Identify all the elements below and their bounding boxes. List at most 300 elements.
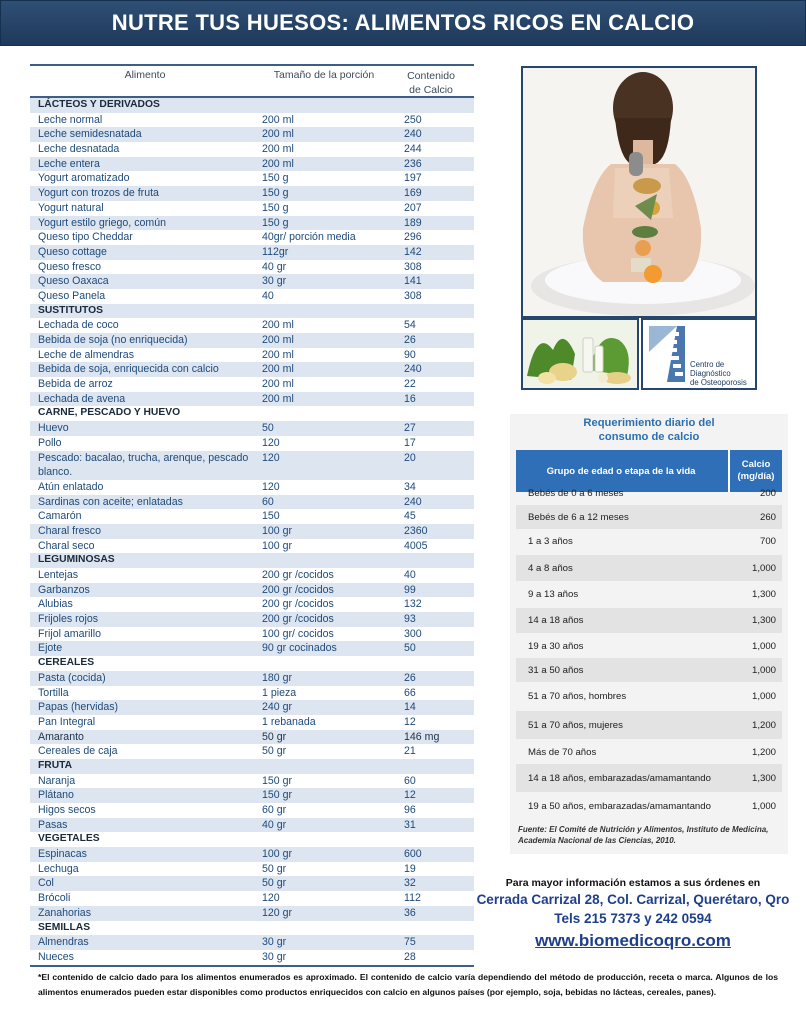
table-row <box>30 421 474 436</box>
table-row <box>30 876 474 891</box>
category-row <box>30 832 474 847</box>
requirement-row <box>516 608 782 633</box>
portion-size: 40 gr <box>262 260 287 273</box>
portion-size: 200 ml <box>262 128 294 141</box>
calcium-content: 244 <box>404 143 422 156</box>
calcium-content: 207 <box>404 201 422 214</box>
header-calcium-line2: de Calcio <box>409 84 453 96</box>
calcium-content: 4005 <box>404 539 428 552</box>
calcium-content <box>404 406 474 421</box>
food-name: Lechada de coco <box>38 319 119 332</box>
age-group: Más de 70 años <box>528 746 597 758</box>
calcium-content: 99 <box>404 583 416 596</box>
calcium-requirement-value: 1,200 <box>751 719 776 731</box>
requirement-row <box>516 528 782 554</box>
calcium-content: 75 <box>404 936 416 949</box>
portion-size: 120 <box>262 436 280 449</box>
table-row <box>30 950 474 965</box>
table-row <box>30 568 474 583</box>
portion-size: 150 gr <box>262 774 293 787</box>
requirement-header-group: Grupo de edad o etapa de la vida <box>546 465 696 477</box>
requirement-row <box>516 711 782 739</box>
calcium-content: 240 <box>404 363 422 376</box>
table-row <box>30 480 474 495</box>
portion-size: 50 gr <box>262 862 287 875</box>
calcium-content: 296 <box>404 231 422 244</box>
requirement-header-calcium-line: Calcio <box>741 459 771 470</box>
portion-size: 60 <box>262 495 274 508</box>
calcium-requirement-value: 1,000 <box>751 800 776 812</box>
food-name: Leche semidesnatada <box>38 128 142 141</box>
portion-size: 40gr/ porción media <box>262 231 356 244</box>
logo-text-line: de Osteoporosis <box>690 378 747 387</box>
calcium-content: 54 <box>404 319 416 332</box>
table-row <box>30 935 474 950</box>
portion-size: 150 g <box>262 201 289 214</box>
food-name: Brócoli <box>38 892 71 905</box>
calcium-content: 197 <box>404 172 422 185</box>
portion-size: 200 ml <box>262 378 294 391</box>
table-row <box>30 891 474 906</box>
requirement-title-line: Requerimiento diario del <box>583 417 715 429</box>
table-row <box>30 436 474 451</box>
table-row <box>30 333 474 348</box>
calcium-content: 90 <box>404 348 416 361</box>
age-group: 14 a 18 años <box>528 615 584 626</box>
table-header <box>30 66 474 98</box>
calcium-content: 26 <box>404 334 416 346</box>
portion-size: 180 gr <box>262 671 293 684</box>
requirement-header-calcium-line: (mg/día) <box>737 471 775 482</box>
spine-logo-icon <box>647 322 687 388</box>
calcium-requirement-value: 700 <box>759 535 776 547</box>
food-name: Pasas <box>38 818 68 831</box>
table-row <box>30 715 474 730</box>
requirement-row <box>516 555 782 581</box>
calcium-requirement-value: 1,000 <box>751 562 776 574</box>
age-group: Bebés de 0 a 6 meses <box>528 487 624 499</box>
portion-size: 150 g <box>262 172 289 185</box>
table-row <box>30 392 474 407</box>
calcium-content: 96 <box>404 804 416 817</box>
portion-size: 50 gr <box>262 745 287 758</box>
food-name: Sardinas con aceite; enlatadas <box>38 495 183 508</box>
contact-intro: Para mayor información estamos a sus órdenes en <box>505 877 761 889</box>
category-name: SEMILLAS <box>38 921 91 933</box>
calcium-content: 240 <box>404 128 422 141</box>
food-name: Bebida de soja, enriquecida con calcio <box>38 363 219 376</box>
age-group: 19 a 30 años <box>528 640 584 652</box>
portion-size: 200 ml <box>262 363 294 376</box>
table-row <box>30 348 474 363</box>
age-group: 51 a 70 años, hombres <box>528 690 627 702</box>
portion-size: 200 ml <box>262 157 294 170</box>
category-row <box>30 656 474 671</box>
portion-size: 200 gr /cocidos <box>262 613 334 626</box>
table-row <box>30 274 474 289</box>
portion-size: 150 g <box>262 187 289 200</box>
calcium-content: 60 <box>404 774 416 787</box>
portion-size: 50 gr <box>262 730 287 743</box>
age-group: 19 a 50 años, embarazadas/amamantando <box>528 800 711 812</box>
food-name: Queso Panela <box>38 289 106 302</box>
table-row <box>30 186 474 201</box>
header-food: Alimento <box>124 69 166 81</box>
calcium-content: 31 <box>404 818 416 831</box>
calcium-content: 141 <box>404 275 422 288</box>
age-group: 51 a 70 años, mujeres <box>528 719 623 731</box>
portion-size: 90 gr cocinados <box>262 642 337 655</box>
calcium-content: 28 <box>404 950 416 963</box>
woman-spine-food-photo <box>521 66 757 318</box>
table-row <box>30 862 474 877</box>
food-name: Nueces <box>38 950 74 963</box>
daily-calcium-requirement-table <box>510 414 788 854</box>
table-row <box>30 127 474 142</box>
food-name: Col <box>38 877 54 890</box>
portion-size: 200 gr /cocidos <box>262 583 334 596</box>
category-name: LEGUMINOSAS <box>38 554 115 566</box>
food-name: Leche de almendras <box>38 348 134 361</box>
food-name: Queso cottage <box>38 245 107 258</box>
table-row <box>30 818 474 833</box>
calcium-content: 19 <box>404 862 416 875</box>
requirement-row <box>516 582 782 607</box>
table-row <box>30 744 474 759</box>
calcium-content <box>404 553 474 568</box>
table-row <box>30 216 474 231</box>
table-body <box>30 98 474 965</box>
calcium-content: 17 <box>404 436 416 449</box>
food-name: Higos secos <box>38 804 96 817</box>
age-group: 9 a 13 años <box>528 589 579 600</box>
calcium-content <box>404 304 474 319</box>
calcium-requirement-value: 1,000 <box>751 690 776 702</box>
table-row <box>30 318 474 333</box>
category-row <box>30 921 474 936</box>
food-name: Charal seco <box>38 539 95 552</box>
requirement-title <box>510 414 788 444</box>
table-row <box>30 539 474 554</box>
portion-size: 30 gr <box>262 275 287 288</box>
food-name: Leche normal <box>38 113 103 126</box>
portion-size: 200 gr /cocidos <box>262 598 334 611</box>
calcium-content: 236 <box>404 157 422 170</box>
calcium-content: 12 <box>404 715 416 728</box>
requirement-row <box>516 740 782 764</box>
calcium-content <box>404 832 474 847</box>
calcium-requirement-value: 200 <box>759 487 776 499</box>
portion-size: 112gr <box>262 245 289 258</box>
food-name: Queso fresco <box>38 260 102 273</box>
calcium-requirement-value: 260 <box>759 511 776 523</box>
category-row <box>30 406 474 421</box>
calcium-content <box>404 759 474 774</box>
calcium-content: 308 <box>404 260 422 273</box>
food-name: Bebida de arroz <box>38 378 113 391</box>
calcium-content: 600 <box>404 848 422 861</box>
category-name: FRUTA <box>38 759 73 771</box>
requirement-row <box>516 682 782 710</box>
calcium-content <box>404 98 474 113</box>
calcium-content: 27 <box>404 422 416 435</box>
contact-phones: Tels 215 7373 y 242 0594 <box>554 911 712 926</box>
requirement-row <box>516 764 782 792</box>
calcium-content: 16 <box>404 392 416 405</box>
portion-size: 200 ml <box>262 319 294 332</box>
contact-address: Cerrada Carrizal 28, Col. Carrizal, Querétaro, Qro <box>476 892 790 907</box>
portion-size: 40 <box>262 289 274 302</box>
category-name: CEREALES <box>38 657 95 669</box>
food-item <box>644 265 662 283</box>
food-item <box>635 240 651 256</box>
portion-size: 240 gr <box>262 701 293 714</box>
footnote: *El contenido de calcio dado para los alimentos enumerados es aproximado. El contenido de calcio varía dependiendo del método de producción, receta o marca. Algunos de los alimentos enumerados pueden estar disponibles como productos enriquecidos con calcio en algunos países (por ejemplo, soja, bebidas no lácteas, cereales, panes). <box>38 972 778 997</box>
portion-size: 120 <box>262 451 280 464</box>
food-name: Plátano <box>38 789 74 802</box>
calcium-content: 21 <box>404 745 416 758</box>
table-row <box>30 774 474 789</box>
calcium-content: 36 <box>404 906 416 919</box>
food-still-life <box>523 320 637 388</box>
category-row <box>30 759 474 774</box>
header-calcium <box>388 66 474 96</box>
table-row <box>30 230 474 245</box>
logo-text <box>690 360 747 387</box>
age-group: 14 a 18 años, embarazadas/amamantando <box>528 772 711 784</box>
website-link[interactable]: www.biomedicoqro.com <box>535 931 731 950</box>
portion-size <box>262 656 404 671</box>
calcium-content: 34 <box>404 480 416 493</box>
osteoporosis-center-logo <box>641 318 757 390</box>
calcium-requirement-value: 1,000 <box>751 640 776 652</box>
calcium-content: 12 <box>404 789 416 802</box>
table-row <box>30 847 474 862</box>
table-row <box>30 612 474 627</box>
table-row <box>30 260 474 275</box>
portion-size: 1 rebanada <box>262 715 316 728</box>
food-name: Almendras <box>38 936 89 949</box>
food-name: Leche entera <box>38 157 100 170</box>
calcium-content: 112 <box>404 892 421 905</box>
age-group: 1 a 3 años <box>528 535 573 547</box>
portion-size: 100 gr/ cocidos <box>262 627 334 640</box>
table-row <box>30 495 474 510</box>
portion-size: 50 <box>262 422 274 435</box>
portion-size: 200 ml <box>262 113 294 126</box>
table-bottom-rule <box>30 965 474 967</box>
food-name: Papas (hervidas) <box>38 701 119 714</box>
contact-block <box>468 876 798 954</box>
table-row <box>30 671 474 686</box>
portion-size: 30 gr <box>262 936 287 949</box>
food-name: Lechada de avena <box>38 392 126 405</box>
category-name: SUSTITUTOS <box>38 304 104 316</box>
calcium-requirement-value: 1,200 <box>751 746 776 758</box>
category-name: CARNE, PESCADO Y HUEVO <box>38 407 181 419</box>
food-name: Leche desnatada <box>38 143 120 156</box>
calcium-content: 14 <box>404 701 416 714</box>
portion-size: 150 gr <box>262 789 293 802</box>
calcium-requirement-value: 1,000 <box>751 664 776 676</box>
food-name: Queso tipo Cheddar <box>38 231 133 244</box>
table-row <box>30 641 474 656</box>
food-name: Pollo <box>38 436 62 449</box>
calcium-requirement-value: 1,300 <box>751 615 776 626</box>
portion-size: 40 gr <box>262 818 287 831</box>
portion-size: 200 ml <box>262 392 294 405</box>
calcium-content: 50 <box>404 642 416 655</box>
calcium-content: 146 mg <box>404 730 440 743</box>
table-row <box>30 201 474 216</box>
table-row <box>30 700 474 715</box>
table-row <box>30 245 474 260</box>
food-name: Ejote <box>38 642 63 655</box>
table-row <box>30 788 474 803</box>
portion-size: 200 ml <box>262 143 294 156</box>
requirement-row <box>516 480 782 506</box>
dairy-vegetables-photo <box>521 318 639 390</box>
food-name: Naranja <box>38 774 76 787</box>
table-row <box>30 906 474 921</box>
calcium-content: 22 <box>404 378 416 391</box>
age-group: Bebés de 6 a 12 meses <box>528 511 629 523</box>
calcium-content: 20 <box>404 451 416 464</box>
table-row <box>30 686 474 701</box>
calcium-foods-table <box>30 64 474 967</box>
food-name: Bebida de soja (no enriquecida) <box>38 334 188 346</box>
age-group: 31 a 50 años <box>528 664 584 676</box>
calcium-requirement-value: 1,300 <box>751 772 776 784</box>
category-row <box>30 304 474 319</box>
portion-size: 200 ml <box>262 348 294 361</box>
calcium-content: 66 <box>404 686 416 699</box>
food-name: Pan Integral <box>38 715 96 728</box>
food-name: Yogurt estilo griego, común <box>38 216 166 229</box>
calcium-content: 189 <box>404 216 422 229</box>
portion-size: 1 pieza <box>262 686 297 699</box>
food-name: Lentejas <box>38 569 79 582</box>
portion-size: 120 <box>262 892 280 905</box>
food-name: Charal fresco <box>38 524 101 537</box>
requirement-row <box>516 634 782 658</box>
header-portion: Tamaño de la porción <box>273 69 375 81</box>
calcium-content: 142 <box>404 245 422 258</box>
requirement-row <box>516 792 782 820</box>
table-row <box>30 362 474 377</box>
portion-size <box>262 553 404 568</box>
logo-text-line: Centro de <box>690 360 725 369</box>
calcium-content: 132 <box>404 598 422 611</box>
calcium-content: 32 <box>404 877 416 890</box>
portion-size: 100 gr <box>262 539 293 552</box>
table-row <box>30 142 474 157</box>
table-row <box>30 730 474 745</box>
table-row <box>30 113 474 128</box>
age-group: 4 a 8 años <box>528 562 573 574</box>
calcium-content <box>404 656 474 671</box>
calcium-content: 308 <box>404 289 422 302</box>
table-row <box>30 171 474 186</box>
table-row <box>30 583 474 598</box>
portion-size: 150 <box>262 510 280 523</box>
table-row <box>30 627 474 642</box>
portion-size <box>262 406 404 421</box>
calcium-content: 26 <box>404 671 416 684</box>
table-row <box>30 157 474 172</box>
requirement-row <box>516 505 782 529</box>
portion-size: 200 ml <box>262 334 294 346</box>
portion-size: 120 gr <box>262 906 293 919</box>
calcium-content: 250 <box>404 113 422 126</box>
food-name: Cereales de caja <box>38 745 118 758</box>
calcium-content: 300 <box>404 627 422 640</box>
category-row <box>30 98 474 113</box>
portion-size: 100 gr <box>262 524 293 537</box>
table-row <box>30 803 474 818</box>
category-name: LÁCTEOS Y DERIVADOS <box>38 99 160 110</box>
portion-size: 150 g <box>262 216 289 229</box>
calcium-content: 169 <box>404 187 422 200</box>
calcium-content: 40 <box>404 569 416 582</box>
food-name: Garbanzos <box>38 583 90 596</box>
food-item <box>632 226 658 238</box>
food-name: Alubias <box>38 598 73 611</box>
portion-size <box>262 832 404 847</box>
food-name: Espinacas <box>38 848 87 861</box>
logo-text-line: Diagnóstico <box>690 369 731 378</box>
requirement-source: Fuente: El Comité de Nutrición y Alimentos, Instituto de Medicina, Academia Nacional de las Ciencias, 2010. <box>518 825 769 845</box>
table-row <box>30 597 474 612</box>
food-name: Pescado: bacalao, trucha, arenque, pescado blanco. <box>38 451 249 479</box>
requirement-row <box>516 658 782 682</box>
portion-size: 60 gr <box>262 804 287 817</box>
portion-size <box>262 304 404 319</box>
portion-size <box>262 759 404 774</box>
calcium-requirement-value: 1,300 <box>751 589 776 600</box>
category-row <box>30 553 474 568</box>
food-item <box>633 178 661 194</box>
category-name: VEGETALES <box>38 833 100 845</box>
portion-size: 30 gr <box>262 950 287 963</box>
food-name: Tortilla <box>38 686 69 699</box>
food-item <box>629 152 643 176</box>
portion-size: 120 <box>262 480 280 493</box>
calcium-content: 240 <box>404 495 422 508</box>
calcium-content: 45 <box>404 510 416 523</box>
food-name: Camarón <box>38 510 82 523</box>
table-row <box>30 377 474 392</box>
food-name: Zanahorias <box>38 906 91 919</box>
food-name: Frijol amarillo <box>38 627 101 640</box>
food-name: Yogurt natural <box>38 201 104 214</box>
portion-size: 200 gr /cocidos <box>262 569 334 582</box>
food-name: Yogurt aromatizado <box>38 172 130 185</box>
food-name: Lechuga <box>38 862 79 875</box>
food-name: Amaranto <box>38 730 84 743</box>
food-name: Atún enlatado <box>38 480 104 493</box>
requirement-title-line: consumo de calcio <box>598 431 700 443</box>
portion-size <box>262 98 404 113</box>
food-name: Pasta (cocida) <box>38 671 106 684</box>
table-row <box>30 451 474 480</box>
page-title: NUTRE TUS HUESOS: ALIMENTOS RICOS EN CALCIO <box>0 0 806 46</box>
portion-size <box>262 921 404 936</box>
calcium-content <box>404 921 474 936</box>
header-calcium-line1: Contenido <box>407 70 455 82</box>
table-row <box>30 289 474 304</box>
table-row <box>30 509 474 524</box>
